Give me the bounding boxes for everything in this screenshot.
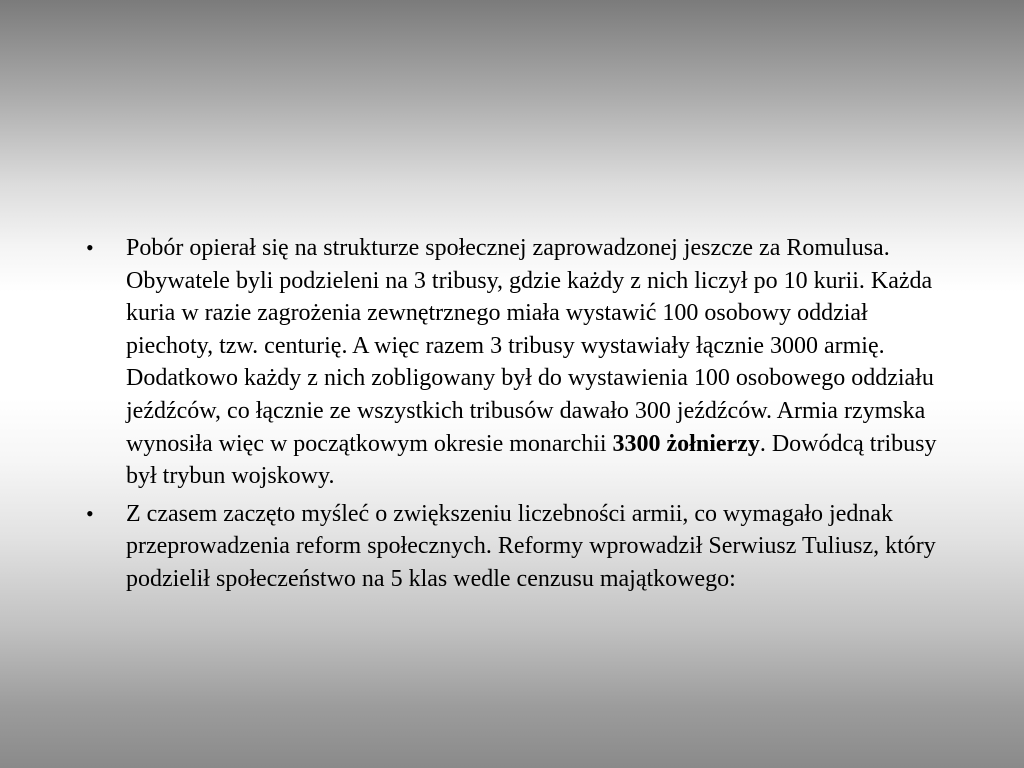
slide-content [86,232,946,601]
bullet-text: Pobór opierał się na strukturze społecznej zaprowadzonej jeszcze za Romulusa. Obywatele byli podzieleni na 3 tribusy, gdzie każdy z nich liczył po 10 kurii. Każda kuria w razie zagrożenia zewnętrznego miała wystawić 100 osobowy oddział piechoty, tzw. centurię. A więc razem 3 tribusy wystawiały łącznie 3000 armię. Dodatkowo każdy z nich zobligowany był do wystawienia 100 osobowego oddziału jeźdźców, co łącznie ze wszystkich tribusów dawało 300 jeźdźców. Armia rzymska wynosiła więc w początkowym okresie monarchii [126,235,934,457]
bullet-list [86,232,946,596]
bullet-text-end: . Dowódcą tribusy był trybun wojskowy. [126,430,937,490]
bullet-icon: • [86,500,94,526]
bullet-item-recruitment [86,232,946,493]
bullet-bold-phrase: 3300 żołnierzy [612,430,760,457]
bullet-item-reforms [86,498,946,596]
bullet-icon: • [86,235,94,260]
bullet-text: Z czasem zaczęto myśleć o zwiększeniu liczebności armii, co wymagało jednak przeprowadzenia reform społecznych. Reformy wprowadził Serwiusz Tuliusz, który podzielił społeczeństwo na 5 klas wedle cenzusu majątkowego: [126,500,936,592]
